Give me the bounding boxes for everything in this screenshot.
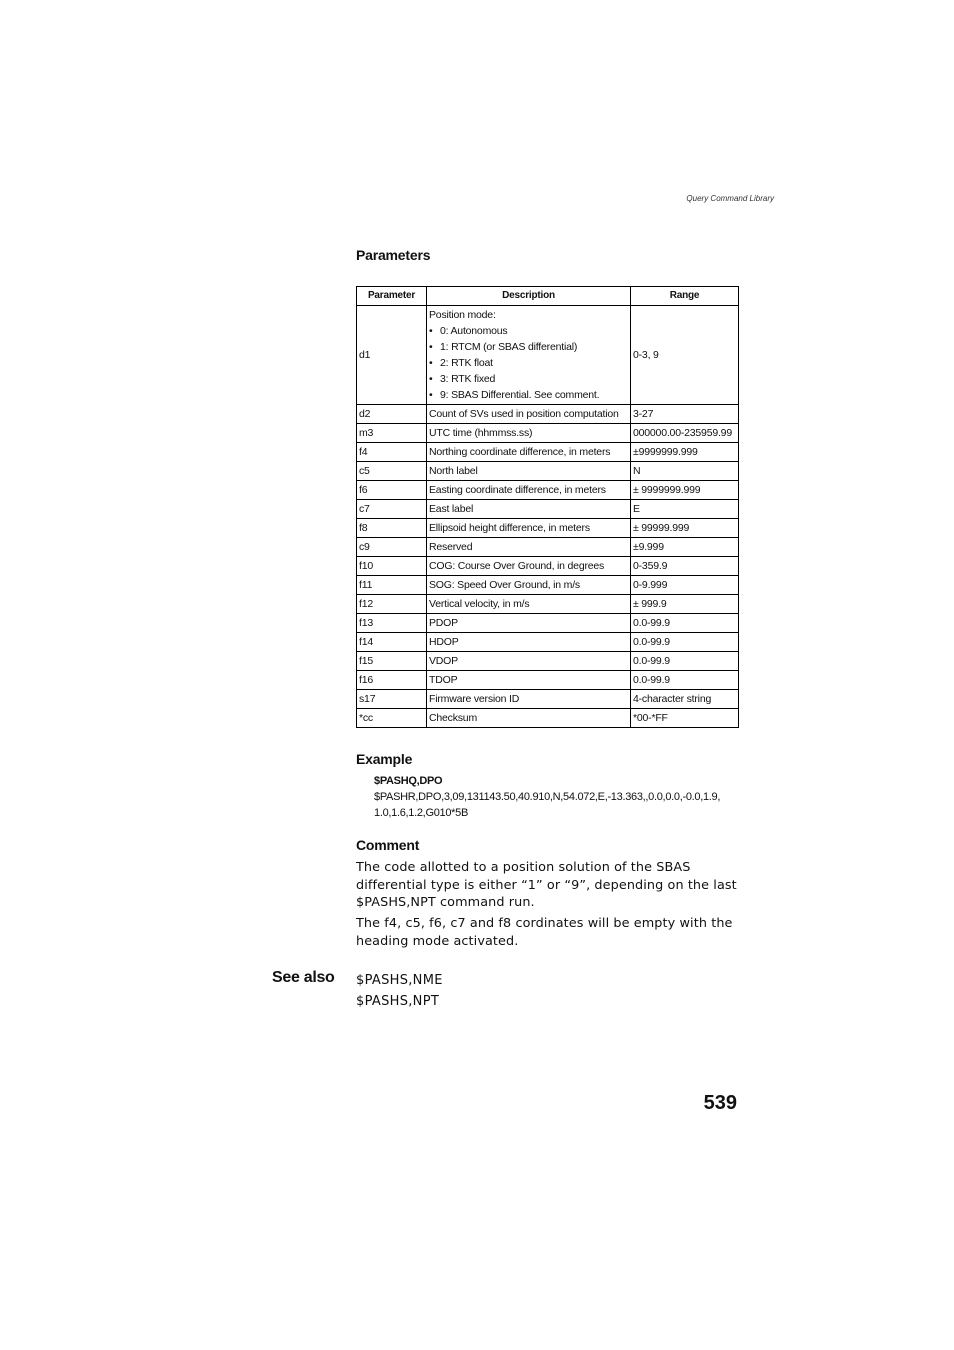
column-header-parameter: Parameter	[357, 287, 427, 306]
range-cell: 000000.00-235959.99	[631, 424, 739, 443]
range-cell: ± 99999.999	[631, 519, 739, 538]
range-cell: 4-character string	[631, 690, 739, 709]
description-cell: Count of SVs used in position computation	[427, 405, 631, 424]
description-cell: TDOP	[427, 671, 631, 690]
description-cell: Ellipsoid height difference, in meters	[427, 519, 631, 538]
parameters-heading: Parameters	[356, 247, 431, 263]
comment-paragraph: The f4, c5, f6, c7 and f8 cordinates will be empty with the heading mode activated.	[356, 916, 733, 949]
mode-item: • 1: RTCM (or SBAS differential)	[429, 339, 628, 355]
table-row	[357, 671, 739, 690]
param-cell: d2	[357, 405, 427, 424]
column-header-range: Range	[631, 287, 739, 306]
description-cell: COG: Course Over Ground, in degrees	[427, 557, 631, 576]
running-header: Query Command Library	[686, 194, 774, 203]
example-command: $PASHQ,DPO	[374, 775, 443, 787]
param-cell: f16	[357, 671, 427, 690]
range-cell: 0-9.999	[631, 576, 739, 595]
mode-item: • 9: SBAS Differential. See comment.	[429, 387, 628, 403]
comment-heading: Comment	[356, 837, 420, 853]
table-header-row	[357, 287, 739, 306]
param-cell: f10	[357, 557, 427, 576]
range-cell: 0.0-99.9	[631, 652, 739, 671]
description-cell: PDOP	[427, 614, 631, 633]
param-cell: *cc	[357, 709, 427, 728]
parameters-table	[356, 286, 739, 728]
description-cell: Northing coordinate difference, in meters	[427, 443, 631, 462]
description-cell: Checksum	[427, 709, 631, 728]
mode-item: • 0: Autonomous	[429, 323, 628, 339]
param-cell: m3	[357, 424, 427, 443]
param-cell: c5	[357, 462, 427, 481]
range-cell: ± 9999999.999	[631, 481, 739, 500]
mode-item: • 2: RTK float	[429, 355, 628, 371]
param-cell: f6	[357, 481, 427, 500]
description-cell: UTC time (hhmmss.ss)	[427, 424, 631, 443]
description-cell: HDOP	[427, 633, 631, 652]
description-cell: East label	[427, 500, 631, 519]
table-row-d1	[357, 306, 739, 405]
range-cell: 0-3, 9	[631, 306, 739, 405]
description-cell: Reserved	[427, 538, 631, 557]
range-cell: 0-359.9	[631, 557, 739, 576]
table-row	[357, 481, 739, 500]
description-cell: North label	[427, 462, 631, 481]
table-row	[357, 576, 739, 595]
table-row	[357, 519, 739, 538]
table-row	[357, 595, 739, 614]
description-cell: VDOP	[427, 652, 631, 671]
position-mode-list	[429, 323, 628, 403]
example-heading: Example	[356, 751, 413, 767]
range-cell: ± 999.9	[631, 595, 739, 614]
param-cell: c9	[357, 538, 427, 557]
table-row	[357, 652, 739, 671]
page-number: 539	[703, 1092, 737, 1114]
param-cell: f8	[357, 519, 427, 538]
table-row	[357, 709, 739, 728]
description-cell: Vertical velocity, in m/s	[427, 595, 631, 614]
table-row	[357, 462, 739, 481]
param-cell: f14	[357, 633, 427, 652]
table-row	[357, 443, 739, 462]
description-cell: Firmware version ID	[427, 690, 631, 709]
range-cell: ±9999999.999	[631, 443, 739, 462]
table-row	[357, 614, 739, 633]
column-header-description: Description	[427, 287, 631, 306]
range-cell: 0.0-99.9	[631, 614, 739, 633]
param-cell: f13	[357, 614, 427, 633]
mode-item: • 3: RTK fixed	[429, 371, 628, 387]
range-cell: 3-27	[631, 405, 739, 424]
table-row	[357, 405, 739, 424]
table-row	[357, 538, 739, 557]
range-cell: 0.0-99.9	[631, 671, 739, 690]
description-cell: Easting coordinate difference, in meters	[427, 481, 631, 500]
example-response: $PASHR,DPO,3,09,131143.50,40.910,N,54.072,E,-13.363,,0.0,0.0,-0.0,1.9, 1.0,1.6,1.2,G010*5B	[374, 791, 721, 819]
see-also-item: $PASHS,NPT	[356, 994, 440, 1009]
param-cell: d1	[357, 306, 427, 405]
param-cell: s17	[357, 690, 427, 709]
see-also-heading: See also	[272, 969, 335, 986]
table-row	[357, 557, 739, 576]
param-cell: f11	[357, 576, 427, 595]
table-row	[357, 633, 739, 652]
description-cell: SOG: Speed Over Ground, in m/s	[427, 576, 631, 595]
range-cell: *00-*FF	[631, 709, 739, 728]
table-row	[357, 424, 739, 443]
param-cell: f12	[357, 595, 427, 614]
comment-paragraph: The code allotted to a position solution of the SBAS differential type is either “1” or “9”, depending on the last $PASHS,NPT command run.	[356, 860, 737, 910]
table-row	[357, 500, 739, 519]
range-cell: ±9.999	[631, 538, 739, 557]
description-cell	[427, 306, 631, 405]
param-cell: c7	[357, 500, 427, 519]
range-cell: E	[631, 500, 739, 519]
see-also-list	[356, 970, 443, 1012]
position-mode-title: Position mode:	[429, 309, 496, 321]
param-cell: f15	[357, 652, 427, 671]
table-row	[357, 690, 739, 709]
param-cell: f4	[357, 443, 427, 462]
example-block	[374, 773, 734, 821]
range-cell: 0.0-99.9	[631, 633, 739, 652]
see-also-item: $PASHS,NME	[356, 973, 443, 988]
range-cell: N	[631, 462, 739, 481]
